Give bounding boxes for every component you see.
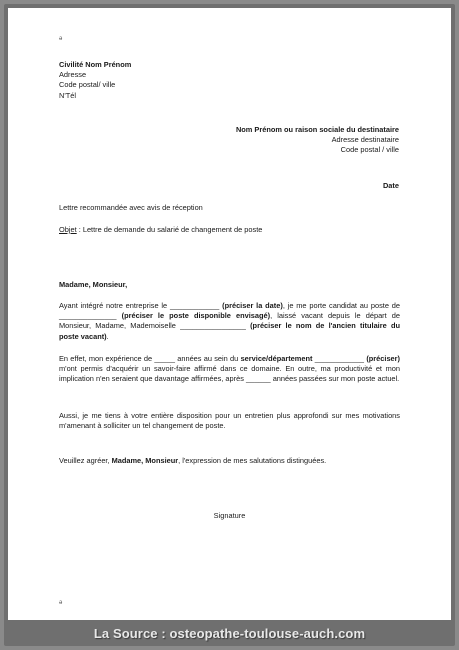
- p3-text: Aussi, je me tiens à votre entière disposition pour un entretien plus approfondi sur mes motivations m'amenant à solliciter un tel changement de poste.: [59, 411, 400, 431]
- p1-text-2: , je me porte candidat au poste de ______________: [59, 301, 400, 321]
- closing-text-2: , l'expression de mes salutations distinguées.: [178, 456, 327, 465]
- p1-text-1: Ayant intégré notre entreprise le ____________: [59, 301, 223, 310]
- signature: Signature: [213, 511, 246, 520]
- bottom-mark: ǝ: [59, 600, 63, 606]
- top-mark: ǝ: [59, 36, 63, 42]
- salutation: Madame, Monsieur,: [59, 280, 128, 289]
- date-label: Date: [382, 181, 399, 190]
- source-caption: La Source : osteopathe-toulouse-auch.com: [93, 626, 366, 641]
- sender-block: [59, 60, 131, 101]
- p2-text-1: En effet, mon expérience de _____ années au sein du: [59, 354, 241, 363]
- p2-bold-1: service/département: [240, 354, 313, 363]
- subject-label: Objet: [59, 225, 77, 234]
- closing-paragraph: [59, 456, 400, 466]
- sender-postal: Code postal/ ville: [59, 80, 116, 90]
- sender-address: Adresse: [59, 70, 87, 80]
- paragraph-3: [59, 411, 400, 431]
- sender-phone: N'Tél: [59, 90, 77, 100]
- recipient-block: [236, 125, 399, 156]
- p2-bold-2: (préciser): [366, 354, 400, 363]
- subject-text: : Lettre de demande du salarié de changement de poste: [76, 225, 263, 234]
- registered-mail-line: Lettre recommandée avec avis de réception: [59, 203, 203, 212]
- p1-bold-2: (préciser le poste disponible envisagé): [121, 311, 271, 321]
- closing-bold: Madame, Monsieur: [111, 456, 179, 465]
- recipient-address: Adresse destinataire: [331, 135, 399, 145]
- recipient-postal: Code postal / ville: [340, 145, 399, 155]
- p1-text-3: , laissé vacant depuis le départ de Monsieur, Madame, Mademoiselle ________________: [59, 311, 400, 331]
- paragraph-1: [59, 301, 400, 342]
- letter-page: [8, 8, 451, 620]
- paragraph-2: [59, 354, 400, 385]
- sender-name: Civilité Nom Prénom: [59, 60, 132, 69]
- p1-bold-1: (préciser la date): [222, 301, 283, 310]
- p1-text-4: .: [106, 331, 109, 341]
- subject-line: [59, 225, 262, 235]
- recipient-name: Nom Prénom ou raison sociale du destinataire: [235, 125, 399, 134]
- p2-text-2: ____________: [312, 354, 367, 363]
- p2-text-3: m'ont permis d'acquérir un savoir-faire affirmé dans ce domaine. En outre, ma productivité et mon implication n'en seraient que davantage affirmées, après ______ années passées sur mon poste actuel.: [59, 364, 400, 384]
- p1-bold-3: (préciser le nom de l'ancien titulaire du poste vacant): [59, 321, 400, 341]
- closing-text-1: Veuillez agréer,: [59, 456, 112, 465]
